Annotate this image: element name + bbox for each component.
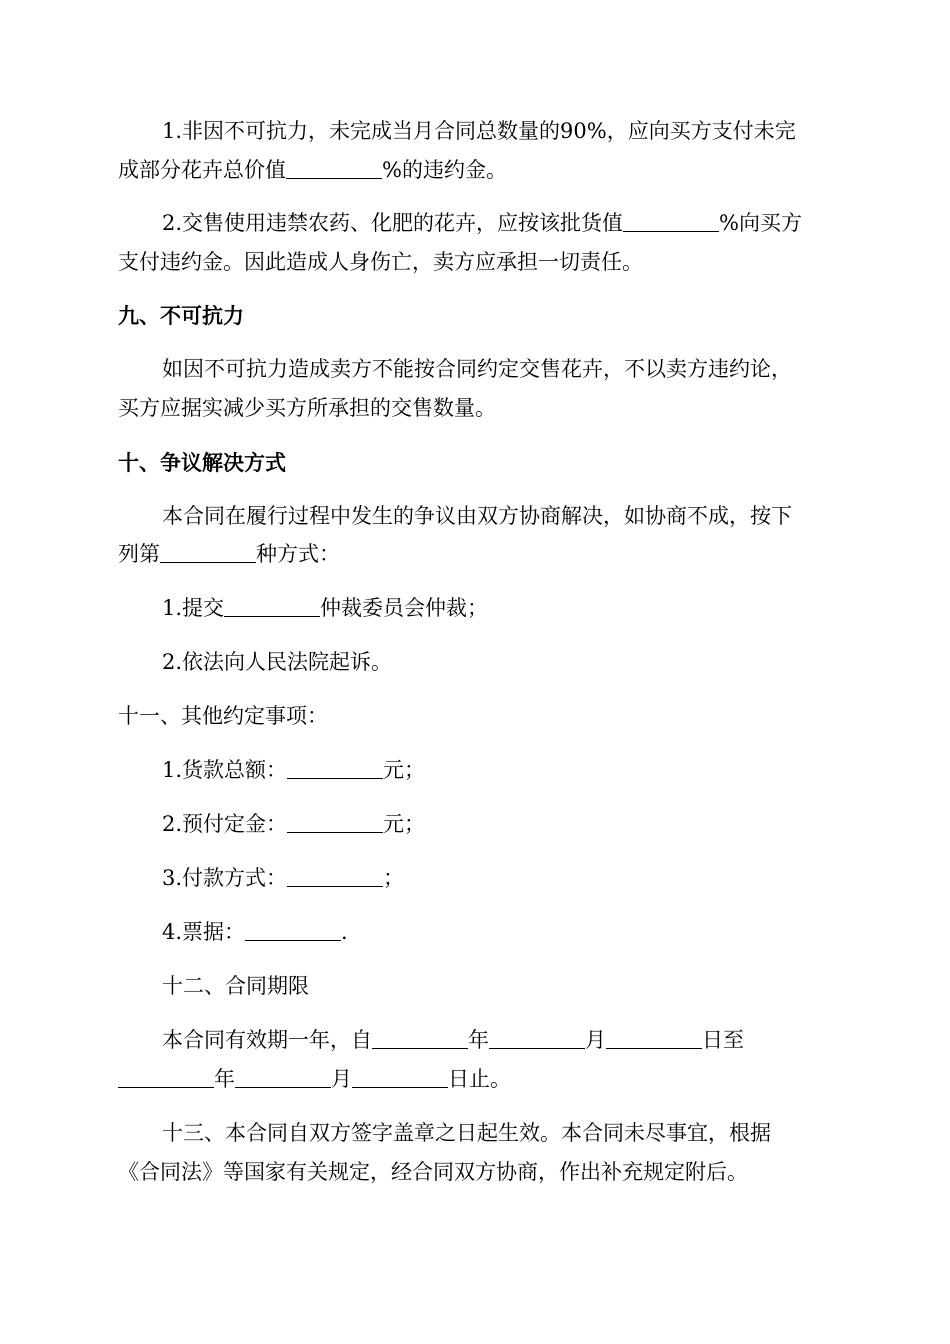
blank-line <box>372 1026 468 1049</box>
force-majeure-line1: 如因不可抗力造成卖方不能按合同约定交售花卉，不以卖方违约论， <box>162 357 792 381</box>
contract-term-paragraph <box>118 1021 882 1060</box>
blank-line <box>287 756 383 779</box>
clause-8-item-2 <box>118 204 882 243</box>
term-2-label: 2.预付定金： <box>162 812 288 836</box>
effectiveness-paragraph <box>118 1114 882 1153</box>
year-label: 年 <box>468 1028 489 1052</box>
month-label: 月 <box>585 1028 606 1052</box>
option-1-end: 仲裁委员会仲裁； <box>320 596 489 620</box>
dispute-paragraph-cont <box>118 535 838 574</box>
effectiveness-line2: 《合同法》等国家有关规定，经合同双方协商，作出补充规定附后。 <box>118 1160 748 1184</box>
force-majeure-line2: 买方应据实减少买方所承担的交售数量。 <box>118 396 496 420</box>
force-majeure-paragraph-cont <box>118 389 838 428</box>
heading-contract-term <box>118 967 882 1006</box>
term-3-end: ； <box>383 866 405 890</box>
blank-line <box>623 209 719 232</box>
term-1-unit: 元； <box>383 758 426 782</box>
heading-11: 十一、其他约定事项： <box>118 704 328 728</box>
heading-12: 十二、合同期限 <box>162 974 309 998</box>
force-majeure-paragraph <box>118 350 882 389</box>
clause-8-item-2-line2: 支付违约金。因此造成人身伤亡，卖方应承担一切责任。 <box>118 250 643 274</box>
effectiveness-line1: 十三、本合同自双方签字盖章之日起生效。本合同未尽事宜，根据 <box>162 1121 771 1145</box>
clause-8-item-2-cont <box>118 243 838 282</box>
day-to-label: 日至 <box>702 1028 744 1052</box>
term-total-payment <box>118 751 882 790</box>
contract-term-paragraph-cont <box>118 1060 838 1099</box>
blank-line <box>352 1065 448 1088</box>
blank-line <box>235 1065 331 1088</box>
blank-line <box>606 1026 702 1049</box>
clause-8-item-1-text: 成部分花卉总价值 <box>118 158 286 182</box>
heading-force-majeure <box>118 296 838 335</box>
clause-8-item-1-text-end: %的违约金。 <box>382 158 507 182</box>
effectiveness-paragraph-cont <box>118 1153 838 1192</box>
blank-line <box>287 810 383 833</box>
dispute-option-1 <box>118 589 882 628</box>
clause-8-item-2-text: 2.交售使用违禁农药、化肥的花卉，应按该批货值 <box>162 211 624 235</box>
term-invoice <box>118 913 882 952</box>
blank-line <box>287 864 383 887</box>
blank-line <box>286 156 382 179</box>
clause-8-item-2-text-end: %向买方 <box>719 211 803 235</box>
clause-8-item-1 <box>118 112 882 151</box>
term-period-text: 本合同有效期一年，自 <box>162 1028 372 1052</box>
term-4-end: . <box>341 920 348 944</box>
end-year-label: 年 <box>214 1067 235 1091</box>
dispute-paragraph <box>118 497 882 536</box>
blank-line <box>245 918 341 941</box>
dispute-line1: 本合同在履行过程中发生的争议由双方协商解决，如协商不成，按下 <box>162 504 792 528</box>
option-2-text: 2.依法向人民法院起诉。 <box>162 650 393 674</box>
clause-8-item-1-line1: 1.非因不可抗力，未完成当月合同总数量的90%，应向买方支付未完 <box>162 119 796 143</box>
clause-8-item-1-cont <box>118 151 838 190</box>
term-2-unit: 元； <box>383 812 426 836</box>
heading-dispute <box>118 443 838 482</box>
heading-other-terms <box>118 697 838 736</box>
dispute-line2-text: 列第 <box>118 542 160 566</box>
term-payment-method <box>118 859 882 898</box>
blank-line <box>160 540 256 563</box>
blank-line <box>224 594 320 617</box>
heading-9: 九、不可抗力 <box>118 303 244 328</box>
option-1-text: 1.提交 <box>162 596 225 620</box>
term-4-label: 4.票据： <box>162 920 246 944</box>
term-3-label: 3.付款方式： <box>162 866 288 890</box>
term-deposit <box>118 805 882 844</box>
dispute-line2-end: 种方式： <box>256 542 340 566</box>
end-day-label: 日止。 <box>448 1067 511 1091</box>
end-month-label: 月 <box>331 1067 352 1091</box>
blank-line <box>118 1065 214 1088</box>
heading-10: 十、争议解决方式 <box>118 450 286 475</box>
dispute-option-2 <box>118 643 882 682</box>
blank-line <box>489 1026 585 1049</box>
term-1-label: 1.货款总额： <box>162 758 288 782</box>
